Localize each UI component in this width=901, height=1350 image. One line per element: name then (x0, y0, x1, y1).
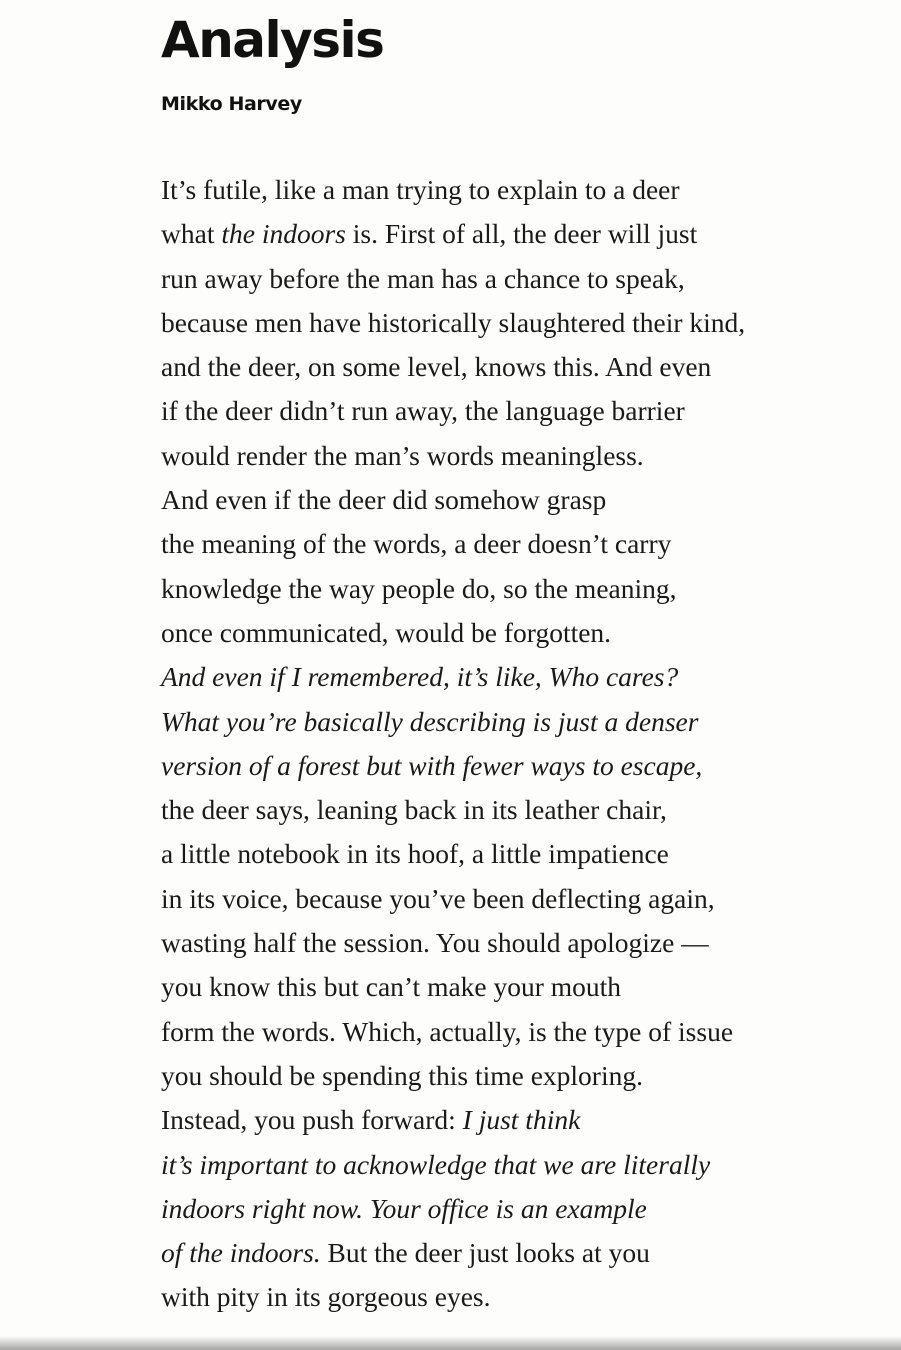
poem-line (161, 1010, 745, 1054)
poem-line (161, 1231, 745, 1275)
poem-line (161, 1187, 745, 1231)
poem-body (161, 168, 745, 1320)
bottom-edge-shadow (0, 1336, 901, 1350)
poem-line (161, 567, 745, 611)
poem-line (161, 168, 745, 212)
poem-line-text: in its voice, because you’ve been deflecting again, (161, 882, 715, 914)
poem-line-text: But the deer just looks at you (320, 1237, 650, 1269)
poem-line-text: It’s futile, like a man trying to explain to a deer (161, 174, 680, 205)
poem-line (161, 301, 745, 345)
poem-line-text: once communicated, would be forgotten. (161, 616, 612, 648)
poem-line-text: you know this but can’t make your mouth (161, 971, 622, 1003)
poem-line (161, 1275, 745, 1319)
poem-line-text: the deer says, leaning back in its leather chair, (161, 794, 667, 826)
poem-line-text: you should be spending this time exploring. (161, 1059, 643, 1091)
poem-line-italic-text: version of a forest but with fewer ways to escape, (161, 749, 703, 781)
poem-line-text: what (161, 218, 222, 250)
poem-line-italic-text: And even if I remembered, it’s like, Who cares? (161, 661, 679, 693)
poem-line-text: knowledge the way people do, so the meaning, (161, 572, 677, 604)
poem-line (161, 655, 745, 699)
poem-line (161, 1098, 745, 1142)
poem-line-text: if the deer didn’t run away, the language barrier (161, 395, 685, 427)
poem-line (161, 877, 745, 921)
poem-line-text: Instead, you push forward: (161, 1104, 463, 1136)
poem-line-italic-text: I just think (462, 1104, 581, 1136)
poem-line-text: because men have historically slaughtered their kind, (161, 306, 746, 338)
poem-line-text: with pity in its gorgeous eyes. (161, 1281, 491, 1313)
poem-line-text: would render the man’s words meaningless. (161, 439, 644, 471)
poem-line (161, 522, 745, 566)
poem-line-text: form the words. Which, actually, is the type of issue (161, 1015, 734, 1047)
poem-line (161, 257, 745, 301)
poem-line (161, 1143, 745, 1187)
poem-line (161, 921, 745, 965)
poem-line-text: the meaning of the words, a deer doesn’t carry (161, 528, 672, 560)
poem-line (161, 212, 745, 256)
poem-line-text: run away before the man has a chance to speak, (161, 262, 685, 294)
poem-line (161, 700, 745, 744)
poem-line-text: and the deer, on some level, knows this. And even (161, 351, 712, 383)
poem-line-italic-text: of the indoors. (161, 1237, 321, 1269)
poem-line-text: is. First of all, the deer will just (345, 218, 698, 250)
poem-line (161, 434, 745, 478)
poem-line-text: a little notebook in its hoof, a little impatience (161, 838, 669, 870)
poem-line-text: And even if the deer did somehow grasp (161, 484, 607, 516)
poem-line (161, 788, 745, 832)
poem-line (161, 832, 745, 876)
poem-line (161, 345, 745, 389)
poem-line-italic-text: indoors right now. Your office is an example (161, 1192, 647, 1224)
poem-line (161, 389, 745, 433)
poem-line (161, 611, 745, 655)
poem-line (161, 478, 745, 522)
poem-line-italic-text: the indoors (221, 218, 346, 250)
poem-line-text: wasting half the session. You should apologize — (161, 927, 709, 959)
poem-line-italic-text: What you’re basically describing is just a denser (161, 705, 699, 737)
poem-author: Mikko Harvey (161, 93, 302, 115)
poem-line (161, 744, 745, 788)
poem-line (161, 965, 745, 1009)
poem-line-italic-text: it’s important to acknowledge that we are literally (161, 1148, 711, 1180)
poem-title: Analysis (161, 11, 384, 69)
poem-line (161, 1054, 745, 1098)
